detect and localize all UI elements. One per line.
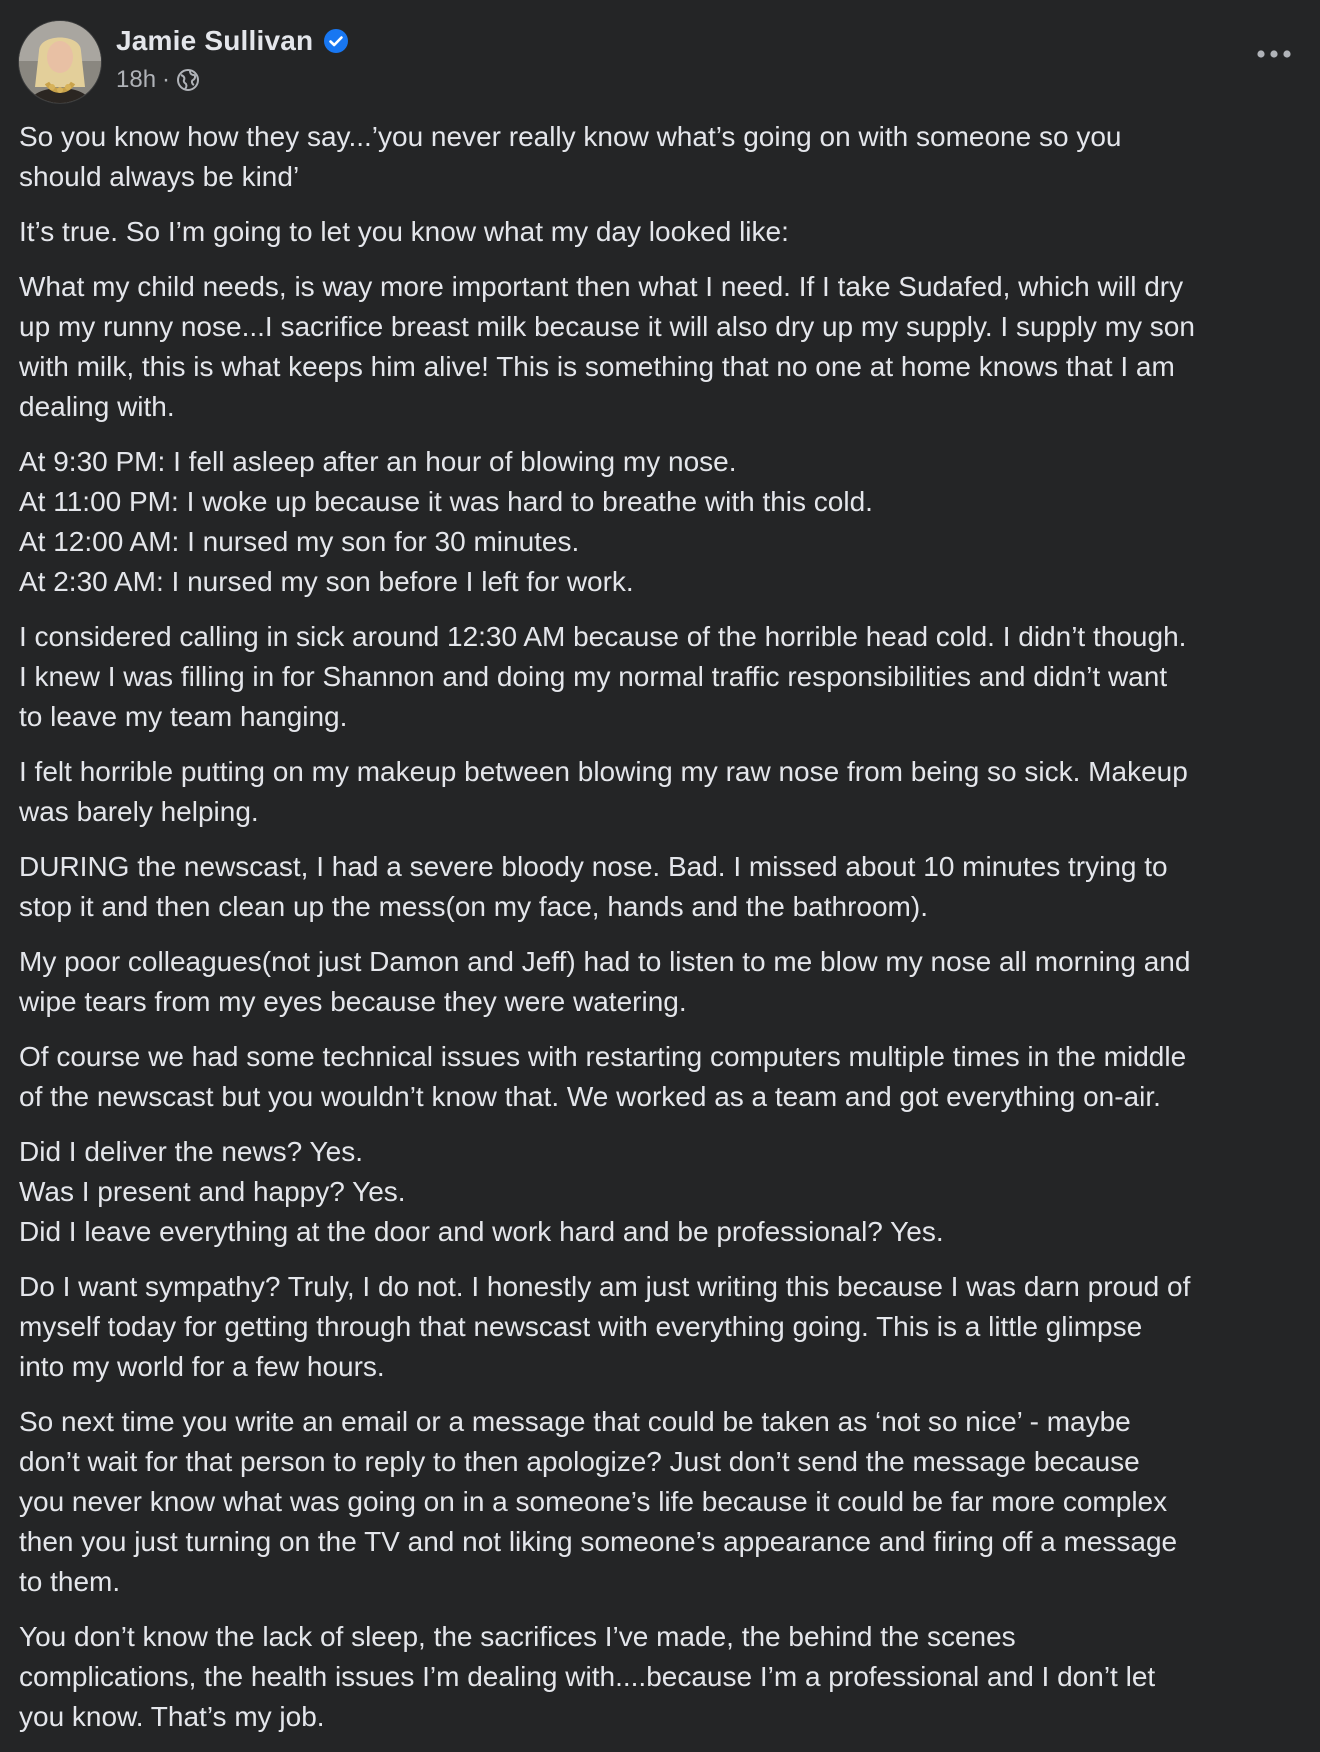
post-text-line: At 12:00 AM: I nursed my son for 30 minutes. — [19, 526, 580, 557]
post-text-line: My poor colleagues(not just Damon and Jeff) had to listen to me blow my nose all morning and — [19, 946, 1191, 977]
post-paragraph — [19, 1267, 1319, 1387]
post-timestamp[interactable]: 18h — [116, 66, 157, 93]
post-text-line: into my world for a few hours. — [19, 1351, 385, 1382]
post-paragraph — [19, 752, 1319, 832]
post-text-line: Do I want sympathy? Truly, I do not. I honestly am just writing this because I was darn proud of — [19, 1271, 1191, 1302]
post-text-line: should always be kind’ — [19, 161, 300, 192]
post-text-line: was barely helping. — [19, 796, 259, 827]
post-text-line: stop it and then clean up the mess(on my face, hands and the bathroom). — [19, 891, 928, 922]
post-text-line: don’t wait for that person to reply to then apologize? Just don’t send the message because — [19, 1446, 1140, 1477]
post-paragraph — [19, 117, 1319, 197]
post-paragraph — [19, 442, 1319, 602]
post-paragraph — [19, 1037, 1319, 1117]
post-text-line: What my child needs, is way more important then what I need. If I take Sudafed, which will dry — [19, 271, 1184, 302]
verified-badge-icon — [323, 28, 349, 54]
post-text-line: I considered calling in sick around 12:30 AM because of the horrible head cold. I didn’t though. — [19, 621, 1187, 652]
post-text-line: then you just turning on the TV and not liking someone’s appearance and firing off a message — [19, 1526, 1178, 1557]
post-text-line: Was I present and happy? Yes. — [19, 1176, 406, 1207]
author-avatar[interactable] — [18, 20, 102, 104]
post-text-line: Did I deliver the news? Yes. — [19, 1136, 363, 1167]
post-text-line: So next time you write an email or a message that could be taken as ‘not so nice’ - maybe — [19, 1406, 1131, 1437]
more-options-icon[interactable] — [1254, 44, 1294, 64]
post-paragraph — [19, 1402, 1319, 1602]
post-text-line: At 9:30 PM: I fell asleep after an hour of blowing my nose. — [19, 446, 737, 477]
post-text-line: you never know what was going on in a someone’s life because it could be far more complex — [19, 1486, 1168, 1517]
post-text-line: You don’t know the lack of sleep, the sacrifices I’ve made, the behind the scenes — [19, 1621, 1016, 1652]
post-meta — [116, 64, 200, 96]
post-paragraph — [19, 267, 1319, 427]
post-text-line: of the newscast but you wouldn’t know that. We worked as a team and got everything on-air. — [19, 1081, 1161, 1112]
post-text-line: you know. That’s my job. — [19, 1701, 325, 1732]
post-text-line: At 11:00 PM: I woke up because it was hard to breathe with this cold. — [19, 486, 873, 517]
post-text-line: Of course we had some technical issues with restarting computers multiple times in the middle — [19, 1041, 1187, 1072]
post-text-line: complications, the health issues I’m dealing with....because I’m a professional and I don’t let — [19, 1661, 1156, 1692]
post-text-line: It’s true. So I’m going to let you know what my day looked like: — [19, 216, 789, 247]
author-name-row — [116, 24, 349, 58]
post-text-line: wipe tears from my eyes because they were watering. — [19, 986, 687, 1017]
globe-icon[interactable] — [176, 68, 200, 92]
author-name[interactable]: Jamie Sullivan — [116, 25, 314, 56]
post-paragraph — [19, 1617, 1319, 1737]
post-paragraph — [19, 212, 1319, 252]
post-text-line: myself today for getting through that newscast with everything going. This is a little glimpse — [19, 1311, 1143, 1342]
meta-separator: · — [162, 66, 171, 93]
post-text-line: Did I leave everything at the door and work hard and be professional? Yes. — [19, 1216, 944, 1247]
post-text-line: up my runny nose...I sacrifice breast milk because it will also dry up my supply. I supply my son — [19, 311, 1195, 342]
post-paragraph — [19, 617, 1319, 737]
post-text-line: I knew I was filling in for Shannon and doing my normal traffic responsibilities and didn’t want — [19, 661, 1168, 692]
post-text-line: I felt horrible putting on my makeup between blowing my raw nose from being so sick. Makeup — [19, 756, 1188, 787]
post-paragraph — [19, 847, 1319, 927]
post-text-line: with milk, this is what keeps him alive! This is something that no one at home knows that I am — [19, 351, 1175, 382]
post-text-line: So you know how they say...’you never really know what’s going on with someone so you — [19, 121, 1122, 152]
post-text-line: At 2:30 AM: I nursed my son before I left for work. — [19, 566, 634, 597]
post-text-line: to leave my team hanging. — [19, 701, 348, 732]
post-body-text — [19, 117, 1319, 1752]
post-text-line: DURING the newscast, I had a severe bloody nose. Bad. I missed about 10 minutes trying to — [19, 851, 1168, 882]
post-text-line: dealing with. — [19, 391, 175, 422]
post-paragraph — [19, 942, 1319, 1022]
post-paragraph — [19, 1132, 1319, 1252]
post-text-line: to them. — [19, 1566, 121, 1597]
post-header — [18, 16, 1302, 100]
